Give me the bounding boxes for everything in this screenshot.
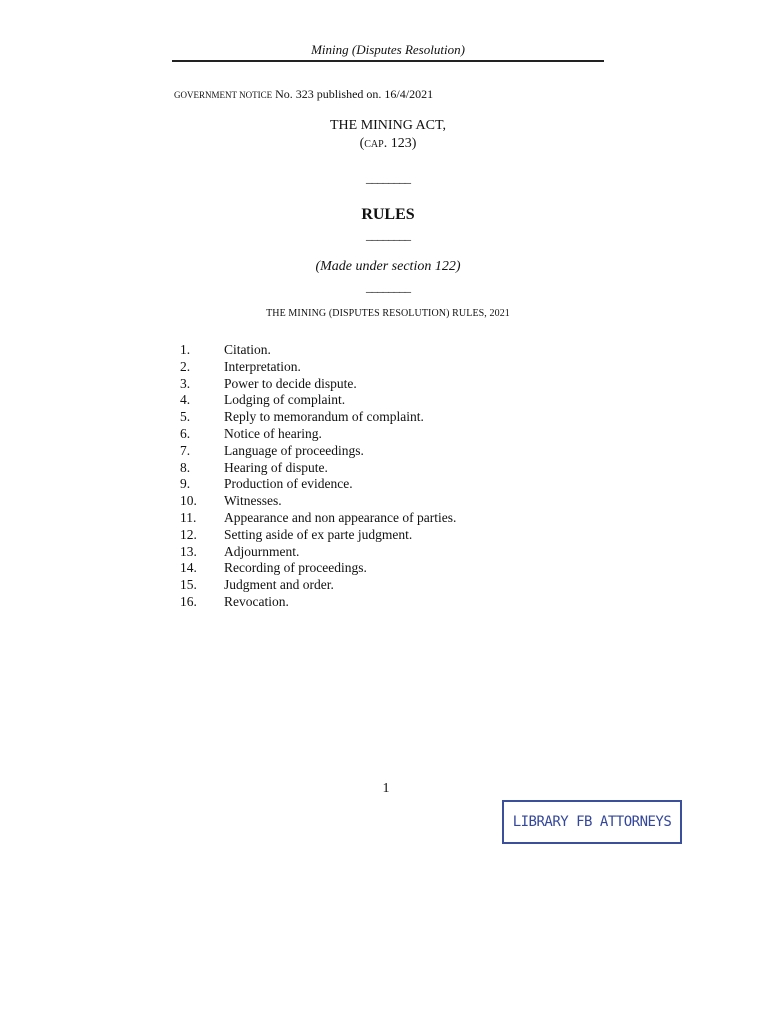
rules-title: THE MINING (DISPUTES RESOLUTION) RULES, 2021	[266, 308, 510, 319]
item-title: Recording of proceedings.	[224, 560, 367, 576]
contents-item	[180, 392, 456, 409]
item-title: Production of evidence.	[224, 476, 353, 492]
item-title: Hearing of dispute.	[224, 459, 328, 475]
contents-item	[180, 409, 456, 426]
item-title: Witnesses.	[224, 493, 282, 509]
item-title: Citation.	[224, 342, 271, 357]
separator-line: ________	[366, 227, 410, 242]
item-title: Adjournment.	[224, 543, 300, 559]
contents-item	[180, 376, 456, 393]
item-title: Reply to memorandum of complaint.	[224, 409, 424, 425]
item-number: 11.	[180, 509, 197, 525]
item-title: Revocation.	[224, 593, 289, 609]
item-title: Setting aside of ex parte judgment.	[224, 526, 413, 542]
contents-item	[180, 342, 456, 359]
contents-list	[180, 342, 456, 611]
contents-item	[180, 476, 456, 493]
cap-open: (	[359, 136, 365, 151]
item-title: Language of proceedings.	[224, 442, 364, 458]
contents-item	[180, 426, 456, 443]
item-number: 16.	[180, 593, 197, 609]
contents-item	[180, 493, 456, 510]
item-number: 2.	[180, 358, 191, 374]
contents-item	[180, 544, 456, 561]
contents-item	[180, 510, 456, 527]
cap-label: CAP	[364, 139, 384, 150]
item-number: 4.	[180, 392, 191, 408]
item-number: 5.	[180, 409, 191, 425]
contents-item	[180, 443, 456, 460]
cap-reference	[172, 136, 604, 152]
item-number: 3.	[180, 375, 191, 391]
contents-item	[180, 527, 456, 544]
item-number: 6.	[180, 425, 191, 441]
item-title: Interpretation.	[224, 358, 301, 374]
stamp-text: LIBRARY FB ATTORNEYS	[512, 814, 672, 830]
item-title: Notice of hearing.	[224, 425, 322, 441]
item-number: 7.	[180, 442, 191, 458]
item-title: Lodging of complaint.	[224, 392, 346, 408]
item-title: Appearance and non appearance of parties.	[224, 509, 457, 525]
gov-notice-text: No. 323 published on. 16/4/2021	[272, 87, 434, 101]
item-number: 9.	[180, 476, 191, 492]
item-number: 12.	[180, 526, 197, 542]
item-number: 10.	[180, 493, 197, 509]
contents-item	[180, 594, 456, 611]
item-title: Power to decide dispute.	[224, 375, 357, 391]
rules-heading: RULES	[361, 206, 415, 223]
page-number: 1	[382, 781, 390, 796]
act-title: THE MINING ACT,	[329, 118, 446, 133]
running-header: Mining (Disputes Resolution)	[311, 42, 465, 57]
item-number: 1.	[180, 342, 191, 357]
made-under-note: (Made under section 122)	[315, 259, 461, 274]
item-title: Judgment and order.	[224, 577, 334, 593]
government-notice	[174, 87, 433, 102]
header-rule	[172, 60, 604, 62]
item-number: 8.	[180, 459, 191, 475]
gov-notice-label: GOVERNMENT NOTICE	[174, 90, 273, 100]
contents-item	[180, 460, 456, 477]
separator-line: ________	[366, 279, 410, 294]
item-number: 13.	[180, 543, 197, 559]
item-number: 14.	[180, 560, 197, 576]
library-stamp	[502, 800, 682, 844]
contents-item	[180, 577, 456, 594]
cap-rest: . 123)	[383, 136, 417, 151]
contents-item	[180, 359, 456, 376]
contents-item	[180, 560, 456, 577]
item-number: 15.	[180, 577, 197, 593]
separator-line: ________	[366, 170, 410, 185]
